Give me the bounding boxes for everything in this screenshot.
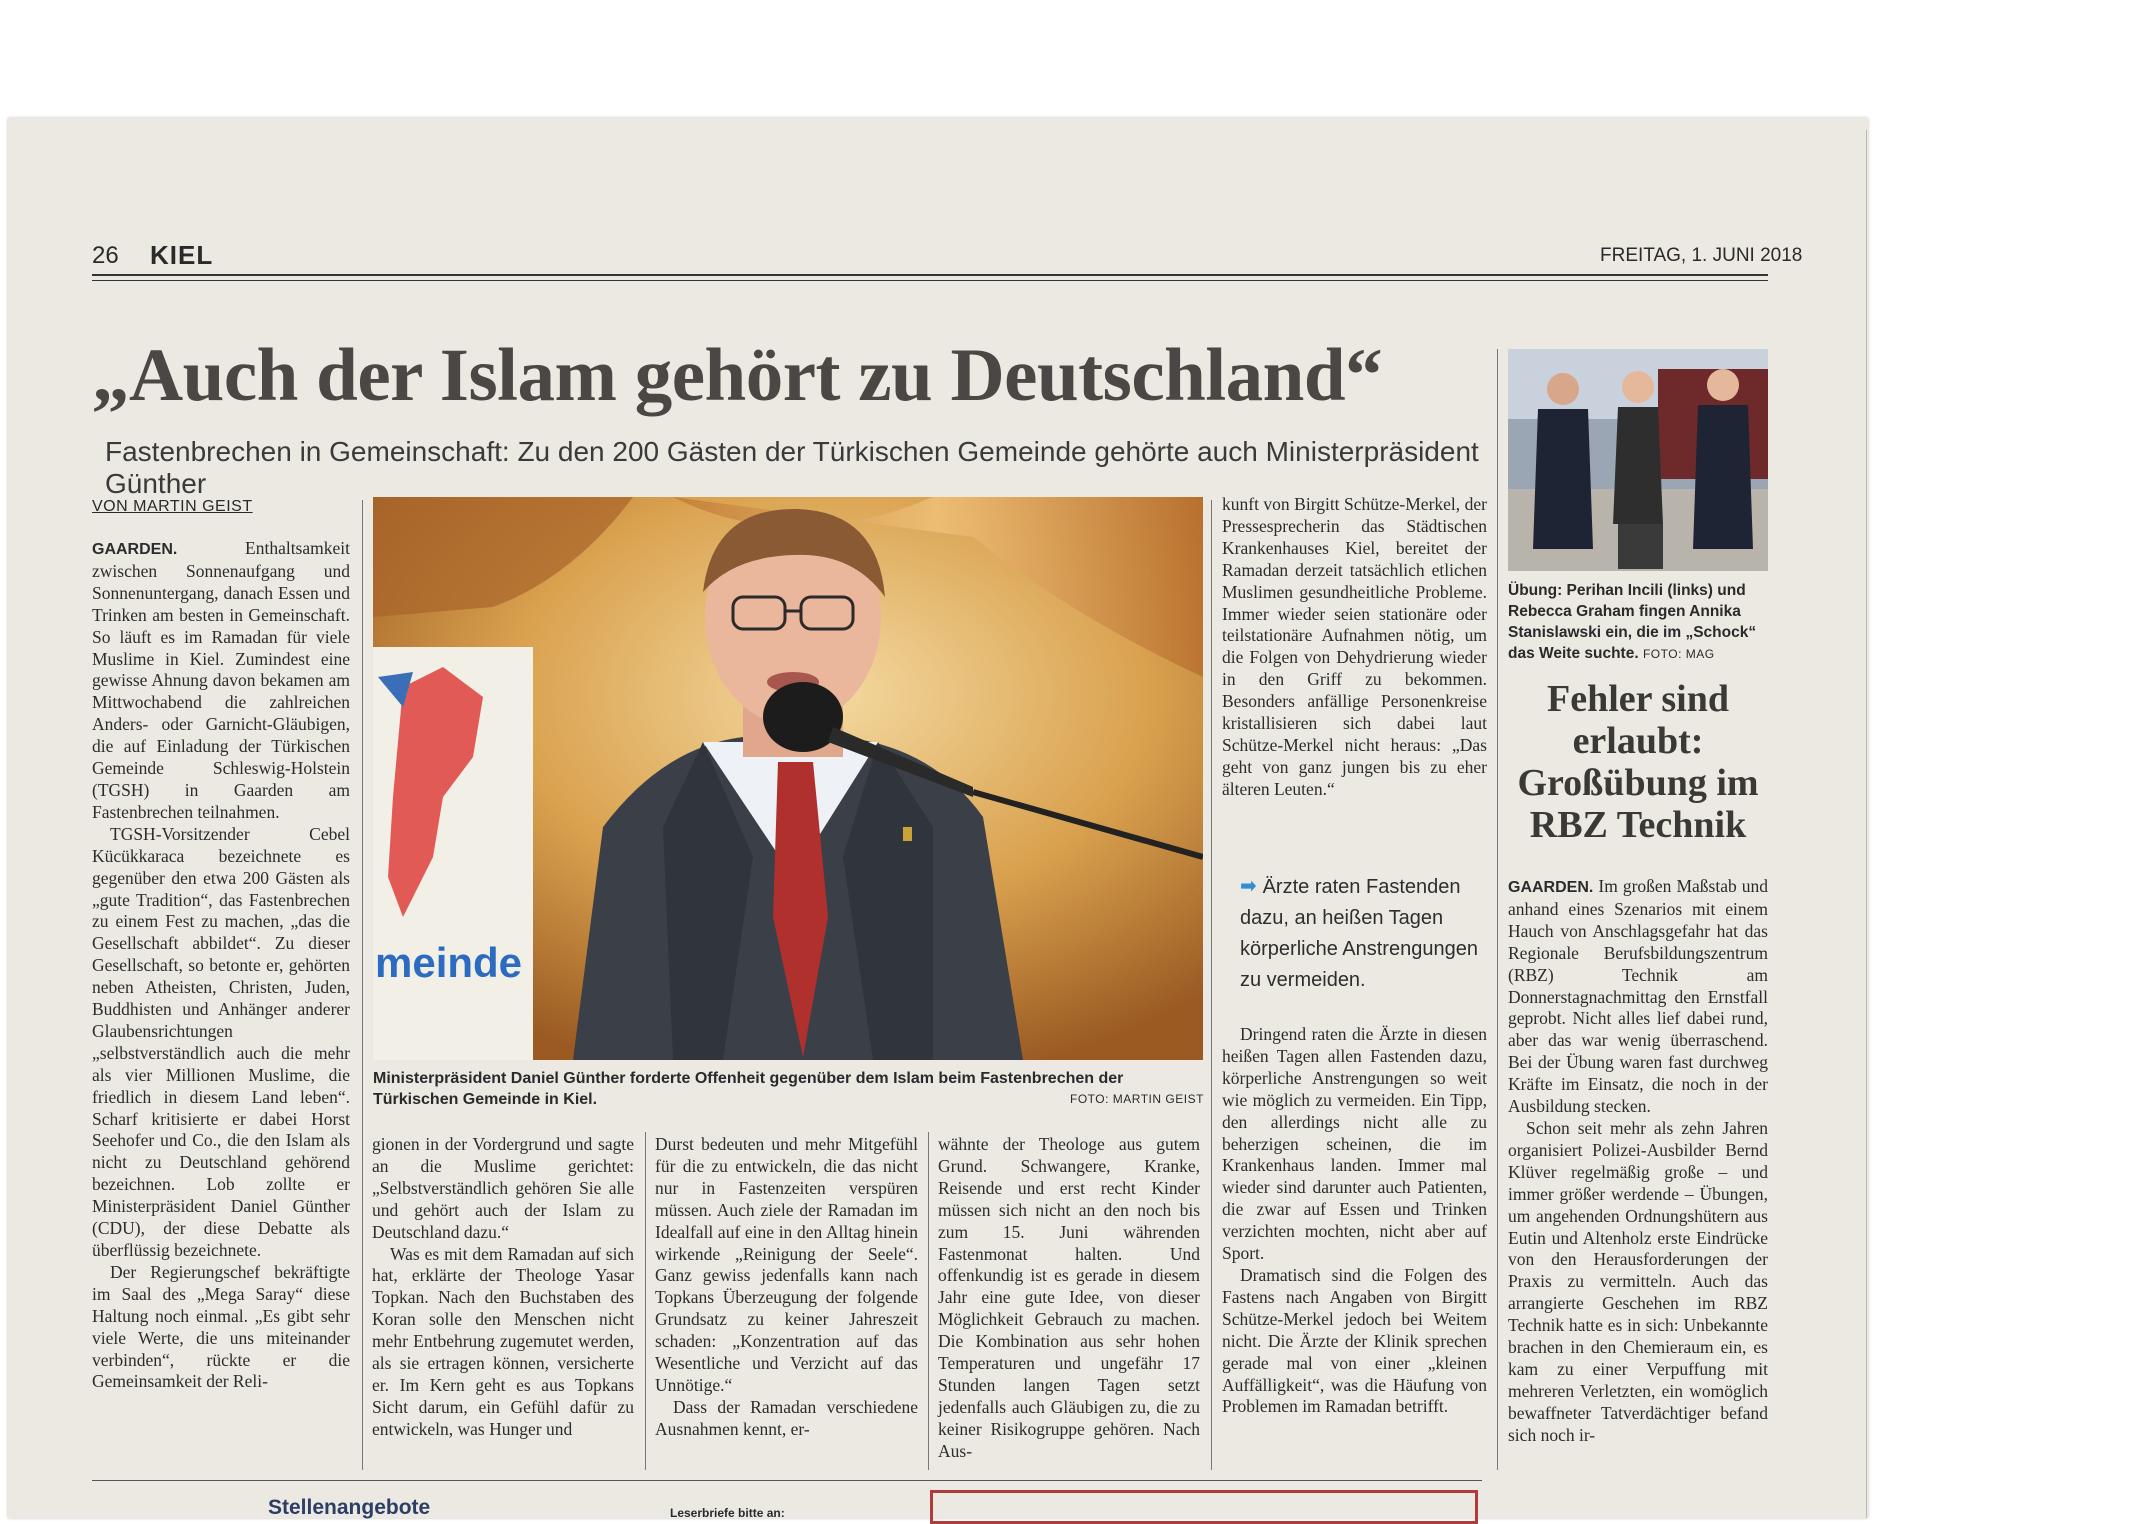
article-column-4 xyxy=(938,1134,1200,1463)
article-column-3 xyxy=(655,1134,918,1441)
page-number: 26 xyxy=(92,242,119,269)
page-edge xyxy=(1866,130,1867,1518)
paragraph: Enthaltsamkeit zwischen Sonnenaufgang und Sonnenuntergang, danach Essen und Trinken am besten in Gemeinschaft. So läuft es im Ramadan für viele Muslime in Kiel. Zumindest eine gewisse Ahnung davon bekamen am Mittwochabend die zahlreichen Anders- oder Garnicht-Gläubigen, die auf Einladung der Türkischen Gemeinde Schleswig-Holstein (TGSH) in Gaarden am Fastenbrechen teilnahmen. xyxy=(92,538,350,822)
side-photo-credit: FOTO: MAG xyxy=(1642,647,1715,661)
paragraph: Dringend raten die Ärzte in diesen heißen Tagen allen Fastenden dazu, körperliche Anstrengungen so weit wie möglich zu vermeiden. Ein Tipp, den allerdings nicht alle zu beherzigen scheinen, die im Krankenhaus landen. Immer mal wieder sind darunter auch Patienten, die zwar auf Essen und Trinken verzichten mochten, nicht aber auf Sport. xyxy=(1222,1024,1487,1264)
pull-quote xyxy=(1240,870,1480,996)
side-story-headline: Fehler sind erlaubt: Großübung im RBZ Technik xyxy=(1517,678,1759,846)
banner-text: meinde xyxy=(375,939,523,986)
paragraph: kunft von Birgitt Schütze-Merkel, der Pressesprecherin das Städtischen Krankenhauses Kiel, bereitet der Ramadan derzeit tatsächlich etlichen Muslimen gesundheitliche Probleme. Immer wieder seien stationäre oder teilstationäre Aufnahmen nötig, um die Folgen von Dehydrierung wieder in den Griff zu bekommen. Besonders anfällige Personenkreise kristallisieren sich dabei laut Schütze-Merkel nicht heraus: „Das geht von ganz jungen bis zu eher älteren Leuten.“ xyxy=(1222,494,1487,799)
article-column-2 xyxy=(372,1134,634,1441)
side-photo-caption xyxy=(1508,580,1770,665)
paragraph: Der Regierungschef bekräftigte im Saal des „Mega Saray“ diese Haltung noch einmal. „Es gibt sehr viele Werte, die uns miteinander verbinden“, rückte er die Gemeinsamkeit der Reli- xyxy=(92,1261,350,1392)
side-story-photo xyxy=(1508,349,1768,571)
column-divider xyxy=(1211,500,1212,1470)
column-divider xyxy=(1497,349,1498,1470)
photo-illustration xyxy=(373,497,1203,1060)
paragraph: TGSH-Vorsitzender Cebel Kücükkaraca bezeichnete es gegenüber den etwa 200 Gästen als „gute Tradition“, das Fastenbrechen zu einem Fest zu machen, „das die Gesellschaft abbildet“. Zu dieser Gesellschaft, so betonte er, gehörten neben Atheisten, Christen, Juden, Buddhisten und Anhänger anderer Glaubensrichtungen „selbstverständlich auch die mehr als vier Millionen Muslime, die friedlich in diesem Land leben“. Scharf kritisierte er dabei Horst Seehofer und Co., die den Islam als nicht zu Deutschland gehörend bezeichnen. Lob zollte er Ministerpräsident Daniel Günther (CDU), der diese Debatte als überflüssig bezeichnete. xyxy=(92,823,350,1260)
letters-label: Leserbriefe bitte an: xyxy=(670,1506,785,1520)
article-subhead: Fastenbrechen in Gemeinschaft: Zu den 200 Gästen der Türkischen Gemeinde gehörte auch Ministerpräsident Günther xyxy=(105,436,1479,499)
section-title: KIEL xyxy=(150,240,214,270)
article-column-5 xyxy=(1222,494,1487,801)
paragraph: gionen in der Vordergrund und sagte an die Muslime gerichtet: „Selbstverständlich gehören Sie alle und gehört auch der Islam zu Deutschland dazu.“ xyxy=(372,1134,634,1242)
paragraph: Was es mit dem Ramadan auf sich hat, erklärte der Theologe Yasar Topkan. Nach den Buchstaben des Koran solle den Menschen nicht mehr Entbehrung zugemutet werden, als sie ertragen können, versicherte er. Im Kern geht es aus Topkans Sicht darum, ein Gefühl dafür zu entwickeln, was Hunger und xyxy=(372,1243,634,1439)
paragraph: Schon seit mehr als zehn Jahren organisiert Polizei-Ausbilder Bernd Klüver regelmäßig große – und immer größer werdende – Übungen, um angehenden Ordnungshütern aus Eutin und Altenholz erste Eindrücke von den Herausforderungen der Praxis zu vermitteln. Auch das arrangierte Geschehen im RBZ Technik hatte es in sich: Unbekannte brachen in den Chemieraum ein, es kam zu einer Verpuffung mit mehreren Verletzten, ein womöglich bewaffneter Tatverdächtiger befand sich noch ir- xyxy=(1508,1117,1768,1445)
header-rule-thin xyxy=(92,280,1768,281)
side-photo-illustration xyxy=(1508,349,1768,571)
paragraph: Durst bedeuten und mehr Mitgefühl für die zu entwickeln, die das nicht nur in Fastenzeiten verspüren müssen. Auch ziele der Ramadan im Idealfall auf eine in den Alltag hinein wirkende „Reinigung der Seele“. Ganz gewiss jedenfalls kann nach Topkans Überzeugung der folgende Grundsatz zu keiner Jahreszeit schaden: „Konzentration auf das Wesentliche und Verzicht auf das Unnötige.“ xyxy=(655,1134,918,1395)
paragraph: wähnte der Theologe aus gutem Grund. Schwangere, Kranke, Reisende und erst recht Kinder müssen sich nicht an den noch bis zum 15. Juni währenden Fastenmonat halten. Und offenkundig ist es gerade in diesem Jahr eine gute Idee, von dieser Möglichkeit Gebrauch zu machen. Die Kombination aus sehr hohen Temperaturen und ungefähr 17 Stunden langen Tagen setzt jedenfalls auch Gläubigen zu, die zu keiner Risikogruppe gehören. Nach Aus- xyxy=(938,1134,1200,1461)
column-divider xyxy=(645,1132,646,1470)
dateline: GAARDEN. xyxy=(92,541,178,558)
photo-credit: FOTO: MARTIN GEIST xyxy=(1070,1092,1204,1106)
paragraph: Im großen Maßstab und anhand eines Szenarios mit einem Hauch von Anschlagsgefahr hat das Regionale Berufsbildungszentrum (RBZ) Technik am Donnerstagnachmittag den Ernstfall geprobt. Nicht alles lief dabei rund, aber das war wenig überraschend. Bei der Übung waren fast durchweg Kräfte im Einsatz, die noch in der Ausbildung stecken. xyxy=(1508,876,1768,1117)
side-story-body xyxy=(1508,876,1768,1447)
issue-date: FREITAG, 1. JUNI 2018 xyxy=(1600,245,1803,266)
footer-rule xyxy=(92,1480,1482,1481)
advertisement-box xyxy=(930,1490,1478,1524)
paragraph: Dramatisch sind die Folgen des Fastens nach Angaben von Birgitt Schütze-Merkel jedoch bei Weitem nicht. Die Ärzte der Klinik sprechen gerade mal von einer „kleinen Auffälligkeit“, was die Häufung von Problemen im Ramadan betrifft. xyxy=(1222,1264,1487,1417)
header-rule xyxy=(92,274,1768,276)
arrow-right-icon: ➡ xyxy=(1240,873,1257,898)
pull-quote-text: Ärzte raten Fastenden dazu, an heißen Tagen körperliche Anstrengungen zu vermeiden. xyxy=(1240,876,1478,991)
article-byline: VON MARTIN GEIST xyxy=(92,498,253,515)
article-column-5-continued xyxy=(1222,1024,1487,1418)
photo-caption-text: Ministerpräsident Daniel Günther forderte Offenheit gegenüber dem Islam beim Fastenbrechen der Türkischen Gemeinde in Kiel. xyxy=(373,1070,1124,1108)
column-divider xyxy=(928,1132,929,1470)
jobs-section-label: Stellenangebote xyxy=(268,1496,431,1519)
side-dateline: GAARDEN. xyxy=(1508,879,1594,896)
column-divider xyxy=(362,500,363,1470)
side-photo-caption-text: Übung: Perihan Incili (links) und Rebecca Graham fingen Annika Stanislawski ein, die im „Schock“ das Weite suchte. xyxy=(1508,582,1757,662)
paragraph: Dass der Ramadan verschiedene Ausnahmen kennt, er- xyxy=(655,1396,918,1439)
article-column-1 xyxy=(92,538,350,1393)
article-photo xyxy=(373,497,1203,1060)
article-headline: „Auch der Islam gehört zu Deutschland“ xyxy=(92,334,1383,417)
